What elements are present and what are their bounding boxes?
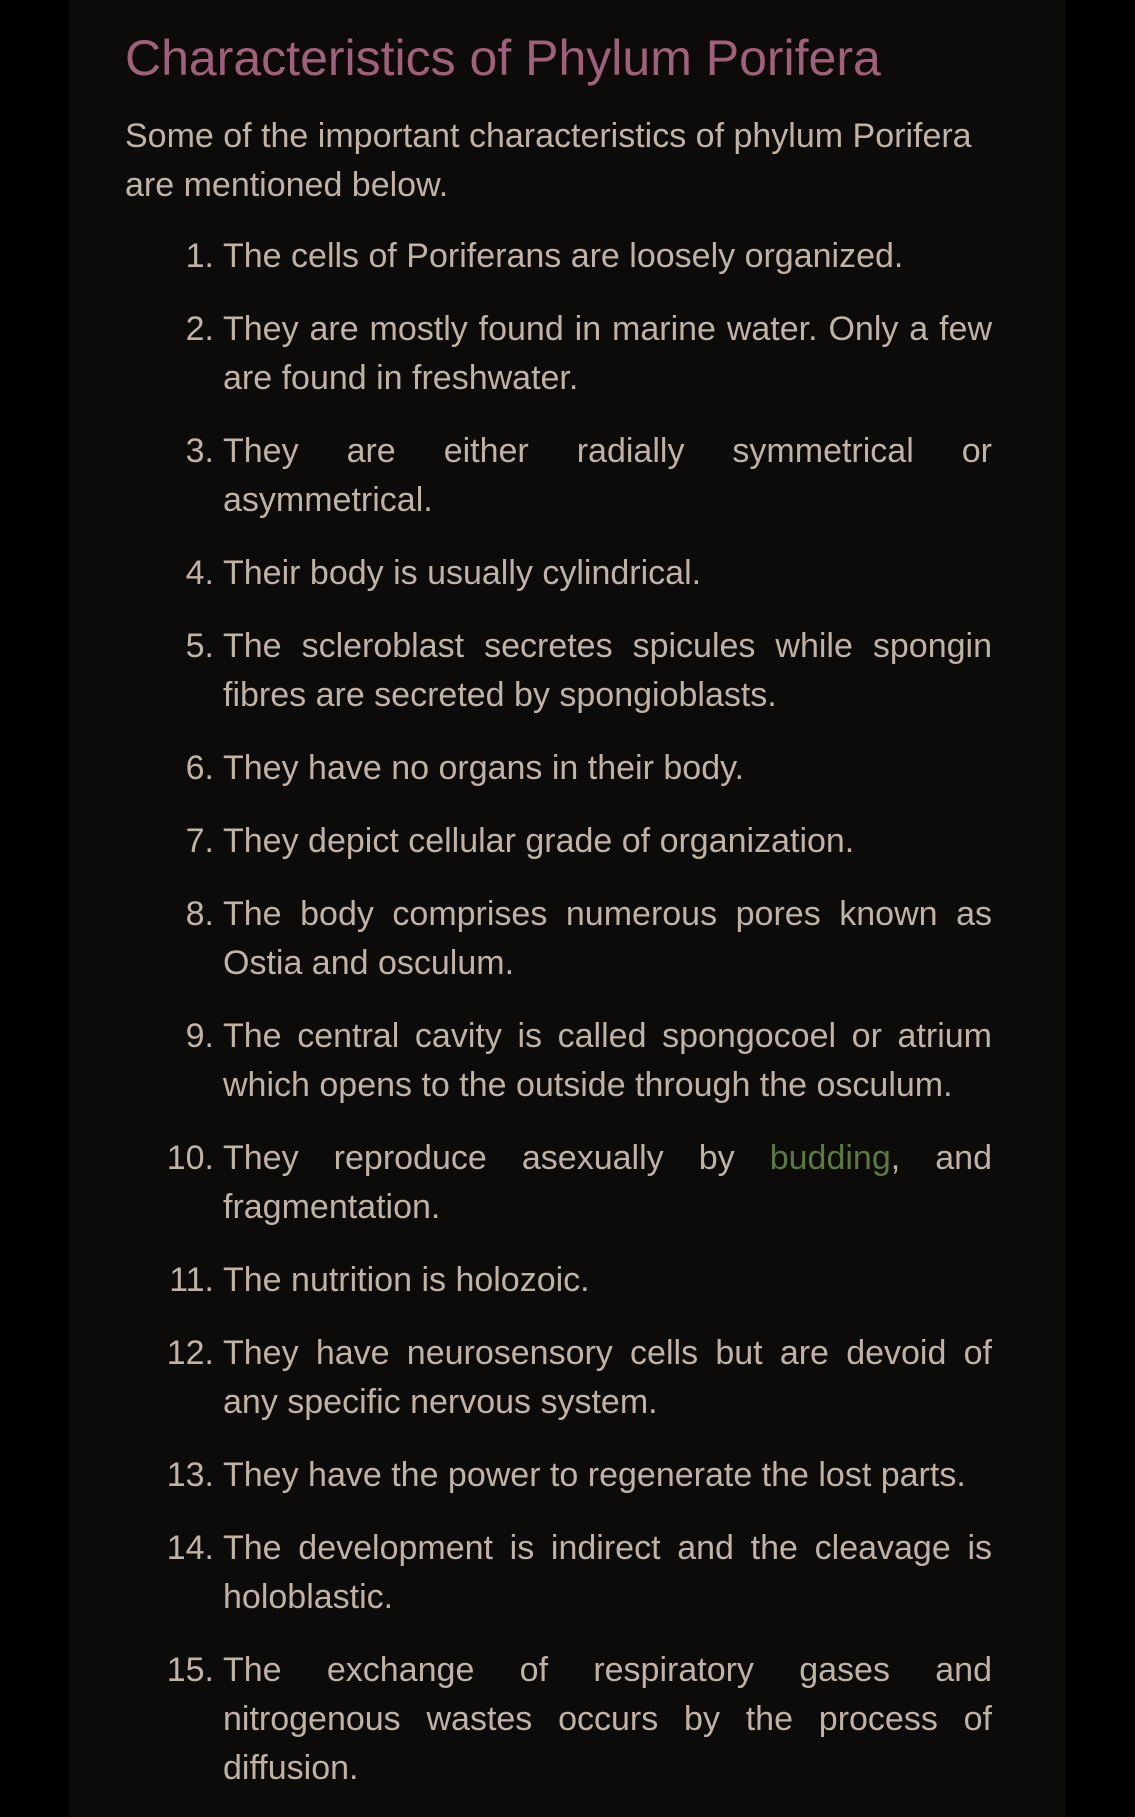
list-item [125,232,992,281]
list-item [125,622,992,720]
list-item-text: The development is indirect and the cleavage is holoblastic. [223,1529,992,1616]
list-item [125,1256,992,1305]
list-item-text: They have the power to regenerate the lost parts. [223,1456,966,1494]
list-item-text: The central cavity is called spongocoel or atrium which opens to the outside through the osculum. [223,1017,992,1104]
list-item [125,1451,992,1500]
list-item-text: Their body is usually cylindrical. [223,554,702,592]
list-item [125,890,992,988]
characteristics-list [125,232,992,1817]
list-item-text: They are mostly found in marine water. Only a few are found in freshwater. [223,310,992,397]
list-item-text: They have no organs in their body. [223,749,745,787]
list-item-text: The scleroblast secretes spicules while spongin fibres are secreted by spongioblasts. [223,627,992,714]
list-item-number: 11. [169,1261,214,1299]
list-item-number: 7. [185,822,214,860]
list-item-number: 8. [185,895,214,933]
list-item-number: 10. [166,1139,214,1177]
list-item-number: 9. [185,1017,214,1055]
list-item [125,549,992,598]
budding-link[interactable]: budding [769,1139,891,1177]
list-item-number: 14. [166,1529,214,1567]
list-item [125,817,992,866]
article-column [69,0,1066,1817]
list-item [125,744,992,793]
list-item-number: 1. [185,237,214,275]
list-item-text: The cells of Poriferans are loosely organized. [223,237,904,275]
list-item-number: 15. [166,1651,214,1689]
list-item-number: 4. [185,554,214,592]
list-item [125,1134,992,1232]
list-item-text-before: They reproduce asexually by [223,1139,770,1177]
list-item-text: They depict cellular grade of organization. [223,822,855,860]
article-intro: Some of the important characteristics of phylum Porifera are mentioned below. [125,117,972,204]
list-item [125,1012,992,1110]
list-item-text: They have neurosensory cells but are devoid of any specific nervous system. [223,1334,992,1421]
list-item [125,427,992,525]
list-item-number: 3. [185,432,214,470]
list-item-number: 6. [185,749,214,787]
list-item-number: 13. [166,1456,214,1494]
list-item-text: They are either radially symmetrical or asymmetrical. [223,432,992,519]
list-item-number: 12. [166,1334,214,1372]
list-item-number: 2. [185,310,214,348]
list-item-text: The nutrition is holozoic. [223,1261,590,1299]
list-item [125,1646,992,1793]
list-item-number: 5. [185,627,214,665]
list-item-text: The exchange of respiratory gases and nitrogenous wastes occurs by the process of diffusion. [223,1651,992,1787]
list-item-text: The body comprises numerous pores known as Ostia and osculum. [223,895,992,982]
list-item [125,305,992,403]
list-item [125,1524,992,1622]
list-item [125,1329,992,1427]
list-item-text-after: , and fragmentation. [223,1139,993,1226]
article-title: Characteristics of Phylum Porifera [125,30,881,86]
